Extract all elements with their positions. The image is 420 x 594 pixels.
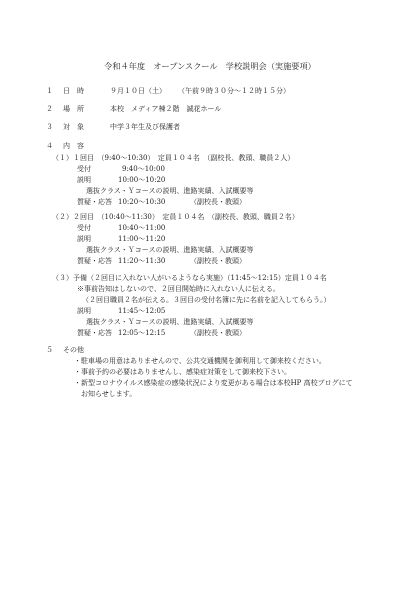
date-label: 日 時 [63,87,84,95]
other-label: その他 [63,346,84,354]
session1-row-time: 10:20～10:30 [118,198,166,206]
target-value: 中学３年生及び保護者 [110,123,180,131]
session3-row-label: 質疑・応答 [77,329,112,337]
session2-row-time: 10:40～11:00 [118,224,166,232]
date-value: ９月１０日（土） [110,87,166,95]
other-item: ・駐車場の用意はありませんので、公共交通機関を御利用して御来校ください。 [74,357,326,365]
session3-row-label: 説明 [77,307,91,315]
session2-row-label: 質疑・応答 [77,257,112,265]
session1-row-label: 説明 [77,176,91,184]
session2-row-time: 11:00～11:20 [118,235,166,243]
section-number-target: ３ [46,123,53,131]
session3-note: （２回目職員２名が伝える。３回目の受付名簿に先に名前を記入してもらう。） [82,296,331,304]
session2-row-note: （副校長・教頭） [190,257,246,265]
contents-label: 内 容 [63,142,84,150]
session1-row-time: 9:40～10:00 [122,165,165,173]
time-range: （午前９時３０分～１２時１５分） [178,87,290,95]
session2-row-label: 受付 [77,224,91,232]
session3-row-time: 12:05～12:15 [118,329,166,337]
target-label: 対 象 [63,123,84,131]
session2-row-label: 選抜クラス・Ｙコースの説明、進路実績、入試概要等 [86,246,254,254]
session3-row-note: （副校長・教頭） [190,329,246,337]
place-label: 場 所 [63,105,84,113]
place-value: 本校 メディア棟２階 誠花ホール [110,105,222,113]
session1-row-label: 選抜クラス・Ｙコースの説明、進路実績、入試概要等 [86,187,254,195]
session1-header: （１）１回目 （9:40～10:30） 定員１０４名 （副校長、教頭、職員２人） [52,154,295,162]
session3-header: （３）予備（２回目に入れない人がいるようなら実施）（11:45～12:15）定員１０４名 [52,274,327,282]
session1-row-label: 受付 [77,165,91,173]
other-item: お知らせします。 [74,390,137,398]
section-number-other: ５ [46,346,53,354]
other-item: ・新型コロナウイルス感染症の感染状況により変更がある場合は本校HP 高校ブログにて [74,379,353,387]
section-number-place: ２ [46,105,53,113]
section-number-contents: ４ [46,142,53,150]
other-item: ・事前予約の必要はありませんし、感染症対策をして御来校下さい。 [74,368,291,376]
section-number-date: １ [46,87,53,95]
session2-header: （２）２回目 （10:40～11:30） 定員１０４名 （副校長、教頭、職員２名） [52,213,299,221]
session1-row-note: （副校長・教頭） [190,198,246,206]
session1-row-time: 10:00～10:20 [118,176,166,184]
session1-row-label: 質疑・応答 [77,198,112,206]
document-title: 令和４年度 オープンスクール 学校説明会（実施要項） [104,61,316,71]
session3-row-label: 選抜クラス・Ｙコースの説明、進路実績、入試概要等 [86,318,254,326]
session2-row-label: 説明 [77,235,91,243]
session3-row-time: 11:45～12:05 [118,307,166,315]
session2-row-time: 11:20～11:30 [118,257,166,265]
session3-note: ※事前告知はしないので、２回目開始時に入れない人に伝える。 [77,285,280,293]
